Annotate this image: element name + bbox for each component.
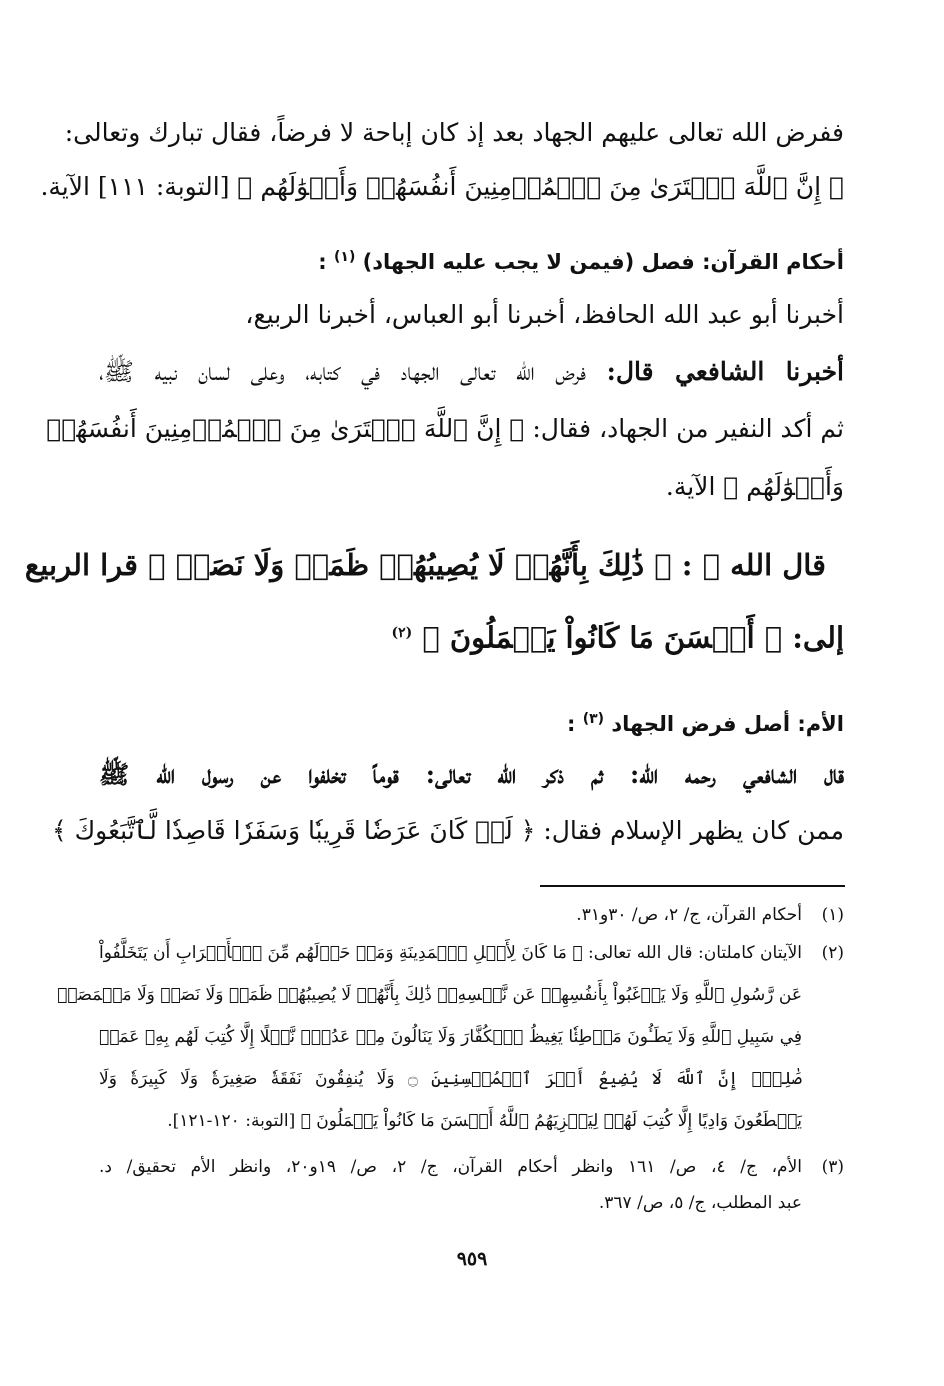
footnote-ref-3[interactable]: (٣) <box>582 711 605 727</box>
footnote-2-line-5: يَقۡطَعُونَ وَادِيًا إِلَّا كُتِبَ لَهُمۡ لِيَجۡزِيَهُمُ ٱللَّهُ أَحۡسَنَ مَا كَانُواْ يَعۡمَلُونَ ﴾ [التوبة: ١٢٠-١٢١]. <box>167 1111 802 1131</box>
footnote-1 <box>99 902 844 928</box>
narrator-bold: أخبرنا الشافعي قال: <box>606 357 845 386</box>
body-line-1: ففرض الله تعالى عليهم الجهاد بعد إذ كان إباحة لا فرضاً، فقال تبارك وتعالى: <box>64 118 844 147</box>
footnote-ref-1[interactable]: (١) <box>334 249 356 265</box>
body-line-6: وَأَمۡوَٰلَهُم ﴾ الآية. <box>665 472 844 501</box>
body-line-4 <box>99 355 844 389</box>
footnote-1-text: أحكام القرآن، ج/ ٢، ص/ ٣٠و٣١. <box>576 905 802 925</box>
footnote-3-line-1 <box>99 1154 844 1180</box>
footnote-3-line-2: عبد المطلب، ج/ ٥، ص/ ٣٦٧. <box>598 1193 802 1213</box>
section-heading-ahkam <box>99 240 844 279</box>
footnote-3-number: (٣) <box>821 1157 844 1177</box>
footnote-2-line-3: فِي سَبِيلِ ٱللَّهِ وَلَا يَطَـُٔونَ مَوۡطِئٗا يَغِيظُ ٱلۡكُفَّارَ وَلَا يَنَالُونَ مِنۡ عَدُوّٖ نَّيۡلًا إِلَّا كُتِبَ لَهُم بِهِۦ عَمَلٞ <box>99 1027 802 1047</box>
footnote-2-line-2: عَن رَّسُولِ ٱللَّهِ وَلَا يَرۡغَبُواْ بِأَنفُسِهِمۡ عَن نَّفۡسِهِۦۚ ذَٰلِكَ بِأَنَّهُمۡ لَا يُصِيبُهُمۡ ظَمَأٞ وَلَا نَصَبٞ وَلَا مَخۡمَصَةٞ <box>57 985 802 1005</box>
heading-colon: : <box>318 250 327 274</box>
footnote-2-number: (٢) <box>821 943 844 963</box>
body-line-4-rest: فرض الله تعالى الجهاد في كتابه، وعلى لسان نبيه ﷺ، <box>99 357 607 386</box>
footnote-3-text-1: الأم، ج/ ٤، ص/ ١٦١ وانظر أحكام القرآن، ج/ ٢، ص/ ١٩و٢٠، وانظر الأم تحقيق/ د. <box>99 1157 802 1177</box>
body-line-2-quran-verse: ﴿ إِنَّ ٱللَّهَ ٱشۡتَرَىٰ مِنَ ٱلۡمُؤۡمِنِينَ أَنفُسَهُمۡ وَأَمۡوَٰلَهُم ﴾ [التوبة: ١١١] الآية. <box>40 172 844 201</box>
footnote-ref-2[interactable]: (٢) <box>391 625 413 641</box>
quote-line-8-text: إلى: ﴿ أَحۡسَنَ مَا كَانُواْ يَعۡمَلُونَ ﴾ <box>422 620 844 655</box>
heading-text-2: الأم: أصل فرض الجهاد <box>611 712 844 736</box>
footnote-2-text-1: الآيتان كاملتان: قال الله تعالى: ﴿ مَا كَانَ لِأَهۡلِ ٱلۡمَدِينَةِ وَمَنۡ حَوۡلَهُم مِّنَ ٱلۡأَعۡرَابِ أَن يَتَخَلَّفُواْ <box>99 943 802 963</box>
quote-line-7: قال الله ﷻ : ﴿ ذَٰلِكَ بِأَنَّهُمۡ لَا يُصِيبُهُمۡ ظَمَأٞ وَلَا نَصَبٞ ﴾ قرا الربيع <box>24 548 826 582</box>
heading-colon-2: : <box>567 712 576 736</box>
page-number: ٩٥٩ <box>456 1248 488 1270</box>
footnote-separator <box>540 885 845 887</box>
section-heading-umm <box>99 702 844 741</box>
footnote-2-line-4: صَٰلِحٌۚ إِنَّ ٱللَّهَ لَا يُضِيعُ أَجۡرَ ٱلۡمُحۡسِنِينَ ۝ وَلَا يُنفِقُونَ نَفَقَةٗ صَغِيرَةٗ وَلَا كَبِيرَةٗ وَلَا <box>99 1069 802 1089</box>
body-line-10: ممن كان يظهر الإسلام فقال: ﴿ لَوۡ كَانَ عَرَضٗا قَرِيبٗا وَسَفَرٗا قَاصِدٗا لَّٱتَّبَعُوكَ ﴾ <box>51 816 844 845</box>
body-line-3: أخبرنا أبو عبد الله الحافظ، أخبرنا أبو العباس، أخبرنا الربيع، <box>245 300 844 329</box>
footnote-1-number: (١) <box>821 905 844 925</box>
footnote-2-line-1 <box>99 940 844 966</box>
body-line-5: ثم أكد النفير من الجهاد، فقال: ﴿ إِنَّ ٱللَّهَ ٱشۡتَرَىٰ مِنَ ٱلۡمُؤۡمِنِينَ أَنفُسَهُمۡ <box>46 414 844 443</box>
quote-line-8 <box>99 616 844 655</box>
heading-text: أحكام القرآن: فصل (فيمن لا يجب عليه الجهاد) <box>362 250 844 274</box>
body-line-9: قال الشافعي رحمه الله: ثم ذكر الله تعالى: قوماً تخلفوا عن رسول الله ﷺ <box>99 760 844 789</box>
